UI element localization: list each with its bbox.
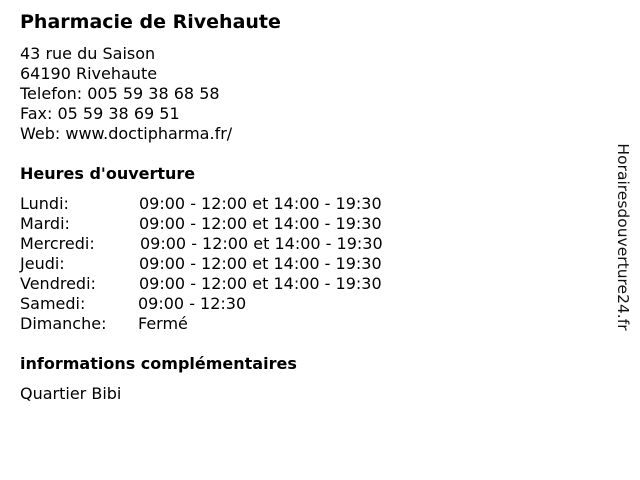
address-block <box>20 44 232 144</box>
address-street: 43 rue du Saison <box>20 44 156 63</box>
website: Web: www.doctipharma.fr/ <box>20 124 233 143</box>
time-range: 09:00 - 12:00 et 14:00 - 19:30 <box>139 254 382 273</box>
time-range: 09:00 - 12:00 et 14:00 - 19:30 <box>139 274 382 293</box>
fax-number: Fax: 05 59 38 69 51 <box>20 104 180 123</box>
day-label: Vendredi: <box>20 274 96 293</box>
day-label: Dimanche: <box>20 314 107 333</box>
time-range: Fermé <box>138 314 188 333</box>
address-city: 64190 Rivehaute <box>20 64 158 83</box>
time-range: 09:00 - 12:00 et 14:00 - 19:30 <box>139 214 382 233</box>
additional-info-heading: informations complémentaires <box>20 354 297 373</box>
page-title: Pharmacie de Rivehaute <box>20 11 281 33</box>
additional-info-text: Quartier Bibi <box>20 384 122 403</box>
day-label: Samedi: <box>20 294 86 313</box>
day-label: Mercredi: <box>20 234 95 253</box>
opening-hours-heading: Heures d'ouverture <box>20 164 196 183</box>
time-range: 09:00 - 12:30 <box>138 294 247 313</box>
day-label: Jeudi: <box>20 254 65 273</box>
day-label: Mardi: <box>20 214 70 233</box>
day-label: Lundi: <box>20 194 69 213</box>
watermark-text: Horairesdouverture24.fr <box>614 143 632 331</box>
time-range: 09:00 - 12:00 et 14:00 - 19:30 <box>140 234 383 253</box>
time-range: 09:00 - 12:00 et 14:00 - 19:30 <box>139 194 382 213</box>
phone-number: Telefon: 005 59 38 68 58 <box>20 84 220 103</box>
